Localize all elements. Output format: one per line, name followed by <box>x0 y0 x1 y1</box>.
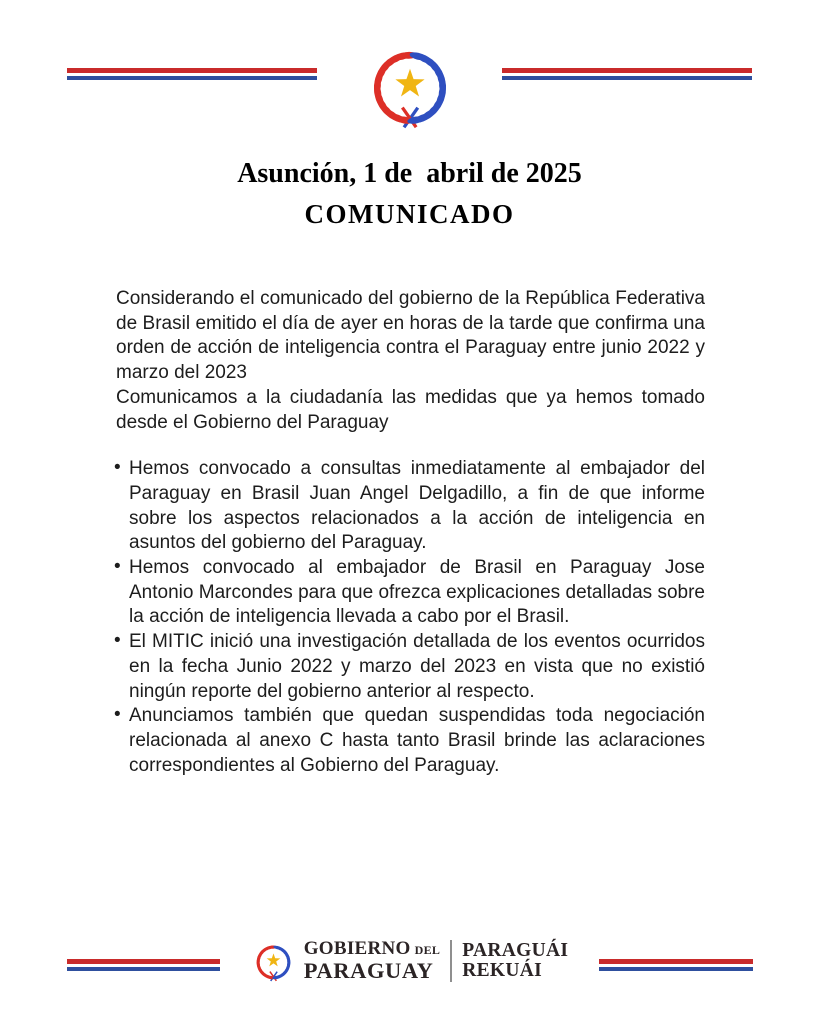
logo-gobierno: GOBIERNO <box>303 938 411 960</box>
measure-text-4: Anunciamos también que quedan suspendidas toda negociación relacionada al anexo C hasta tanto Brasil brinde las aclaraciones correspondientes al Gobierno del Paraguay. <box>129 705 705 776</box>
red-stripe <box>67 68 317 73</box>
flag-stripes-top-left <box>67 68 317 80</box>
measures-list <box>116 457 705 778</box>
paraguay-wreath-star-icon <box>251 937 296 986</box>
measure-text-2: Hemos convocado al embajador de Brasil en Paraguay Jose Antonio Marcondes para que ofrezca explicaciones detalladas sobre la acción de inteligencia llevada a cabo por el Brasil. <box>129 557 705 628</box>
red-stripe <box>502 68 752 73</box>
intro-paragraph-1: Considerando el comunicado del gobierno de la República Federativa de Brasil emitido el día de ayer en horas de la tarde que confirma una orden de acción de inteligencia contra el Paraguay entre junio 2022 y marzo del 2023 <box>116 288 705 384</box>
measure-item-1 <box>116 457 705 556</box>
logo-rekuai: REKUÁI <box>462 960 543 981</box>
blue-stripe <box>599 967 753 972</box>
bullet-icon: • <box>114 556 121 578</box>
bullet-icon: • <box>114 457 121 479</box>
bullet-icon: • <box>114 704 121 726</box>
measure-text-1: Hemos convocado a consultas inmediatamente al embajador del Paraguay en Brasil Juan Angel Delgadillo, a fin de que informe sobre los aspectos relacionados a la acción de inteligencia en asuntos del gobierno del Paraguay. <box>129 458 705 554</box>
document-body <box>116 287 705 778</box>
intro-paragraph-2: Comunicamos a la ciudadanía las medidas que ya hemos tomado desde el Gobierno del Paraguay <box>116 386 705 433</box>
document-title: COMUNICADO <box>304 199 515 229</box>
date-line: Asunción, 1 de abril de 2025 <box>237 158 582 189</box>
flag-stripes-top-right <box>502 68 752 80</box>
blue-stripe <box>67 76 317 81</box>
measure-text-3: El MITIC inició una investigación detallada de los eventos ocurridos en la fecha Junio 2022 y marzo del 2023 en vista que no existió ningún reporte del gobierno anterior al respecto. <box>129 631 705 702</box>
logo-del: DEL <box>414 943 441 958</box>
measure-item-4 <box>116 704 705 778</box>
flag-stripes-bottom-right <box>599 959 753 971</box>
logo-text-guarani <box>462 941 568 982</box>
red-stripe <box>599 959 753 964</box>
logo-paraguai: PARAGUÁI <box>462 939 569 961</box>
blue-stripe <box>502 76 752 81</box>
logo-divider <box>450 940 452 982</box>
bullet-icon: • <box>114 630 121 652</box>
logo-paraguay: PARAGUAY <box>303 958 434 984</box>
logo-text-spanish <box>304 939 441 983</box>
measure-item-3 <box>116 630 705 704</box>
measure-item-2 <box>116 556 705 630</box>
paraguay-wreath-star-icon <box>362 38 458 134</box>
